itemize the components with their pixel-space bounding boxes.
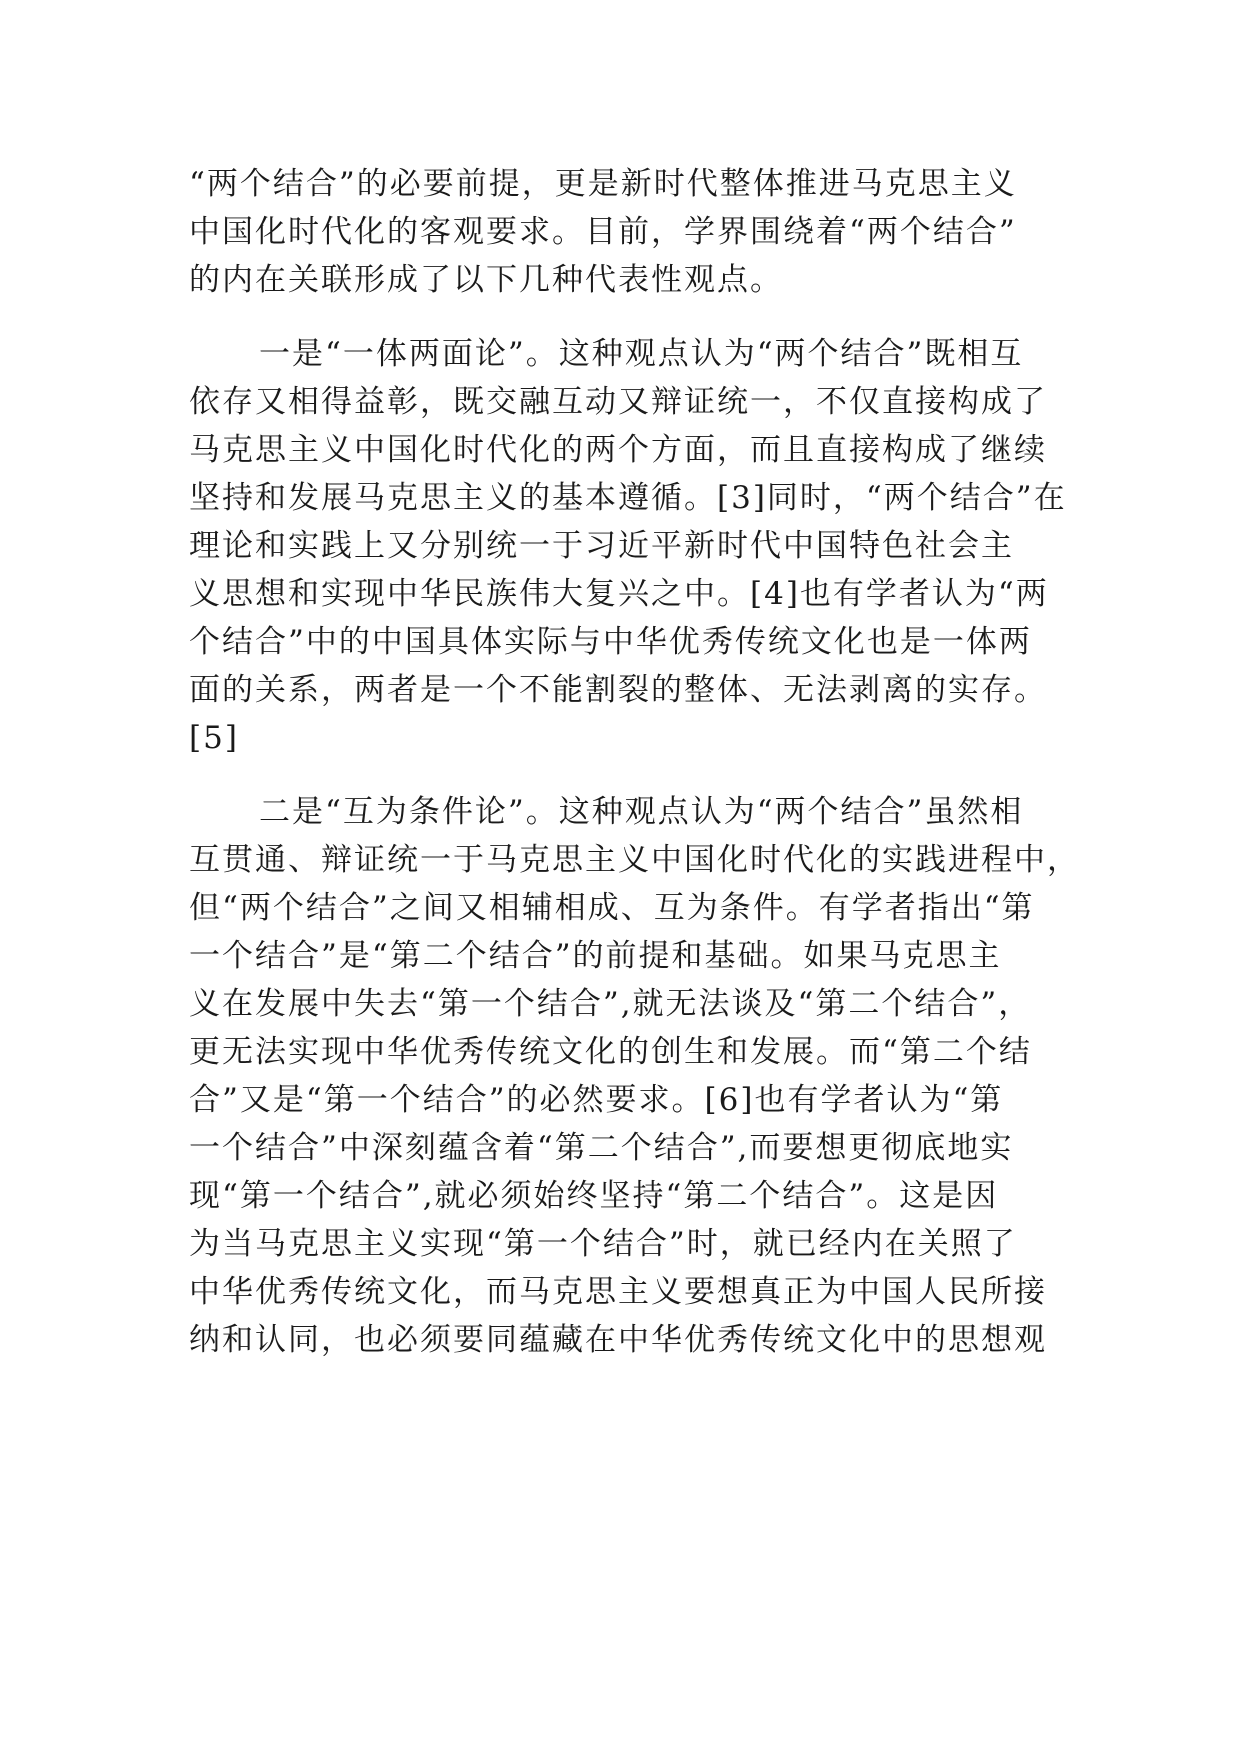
text-line: 中国化时代化的客观要求。目前，学界围绕着“两个结合” <box>189 214 1017 250</box>
text-line: 个结合”中的中国具体实际与中华优秀传统文化也是一体两 <box>189 624 1032 660</box>
text-line: 合”又是“第一个结合”的必然要求。[6]也有学者认为“第 <box>189 1082 1004 1118</box>
text-line: 面的关系，两者是一个不能割裂的整体、无法剥离的实存。 <box>189 672 1047 708</box>
text-line: 坚持和发展马克思主义的基本遵循。[3]同时，“两个结合”在 <box>189 480 1067 516</box>
text-line: 理论和实践上又分别统一于习近平新时代中国特色社会主 <box>189 528 1014 564</box>
text-line: “两个结合”的必要前提，更是新时代整体推进马克思主义 <box>189 166 1017 202</box>
text-line: 更无法实现中华优秀传统文化的创生和发展。而“第二个结 <box>189 1034 1032 1070</box>
text-line: 马克思主义中国化时代化的两个方面，而且直接构成了继续 <box>189 432 1047 468</box>
text-line: 义在发展中失去“第一个结合”,就无法谈及“第二个结合”， <box>189 986 1032 1022</box>
text-line: 但“两个结合”之间又相辅相成、互为条件。有学者指出“第 <box>189 890 1035 926</box>
text-line: 一个结合”是“第二个结合”的前提和基础。如果马克思主 <box>189 938 1002 974</box>
text-line: 中华优秀传统文化，而马克思主义要想真正为中国人民所接 <box>189 1274 1047 1310</box>
text-line: 为当马克思主义实现“第一个结合”时，就已经内在关照了 <box>189 1226 1017 1262</box>
body-text <box>189 160 1080 1364</box>
text-line: 的内在关联形成了以下几种代表性观点。 <box>189 262 783 298</box>
text-line: 二是“互为条件论”。这种观点认为“两个结合”虽然相 <box>259 794 1024 830</box>
text-line: 义思想和实现中华民族伟大复兴之中。[4]也有学者认为“两 <box>189 576 1049 612</box>
paragraph-3 <box>189 788 1080 1364</box>
paragraph-1 <box>189 160 1069 304</box>
text-line: 一个结合”中深刻蕴含着“第二个结合”,而要想更彻底地实 <box>189 1130 1014 1166</box>
paragraph-gap <box>189 304 1069 330</box>
paragraph-2 <box>189 330 1069 762</box>
text-line: [5] <box>189 720 239 756</box>
text-line: 依存又相得益彰，既交融互动又辩证统一，不仅直接构成了 <box>189 384 1047 420</box>
text-line: 一是“一体两面论”。这种观点认为“两个结合”既相互 <box>259 336 1024 372</box>
text-line: 纳和认同，也必须要同蕴藏在中华优秀传统文化中的思想观 <box>189 1322 1047 1358</box>
paragraph-gap <box>189 762 1069 788</box>
text-line: 现“第一个结合”,就必须始终坚持“第二个结合”。这是因 <box>189 1178 999 1214</box>
text-line: 互贯通、辩证统一于马克思主义中国化时代化的实践进程中， <box>189 842 1080 878</box>
